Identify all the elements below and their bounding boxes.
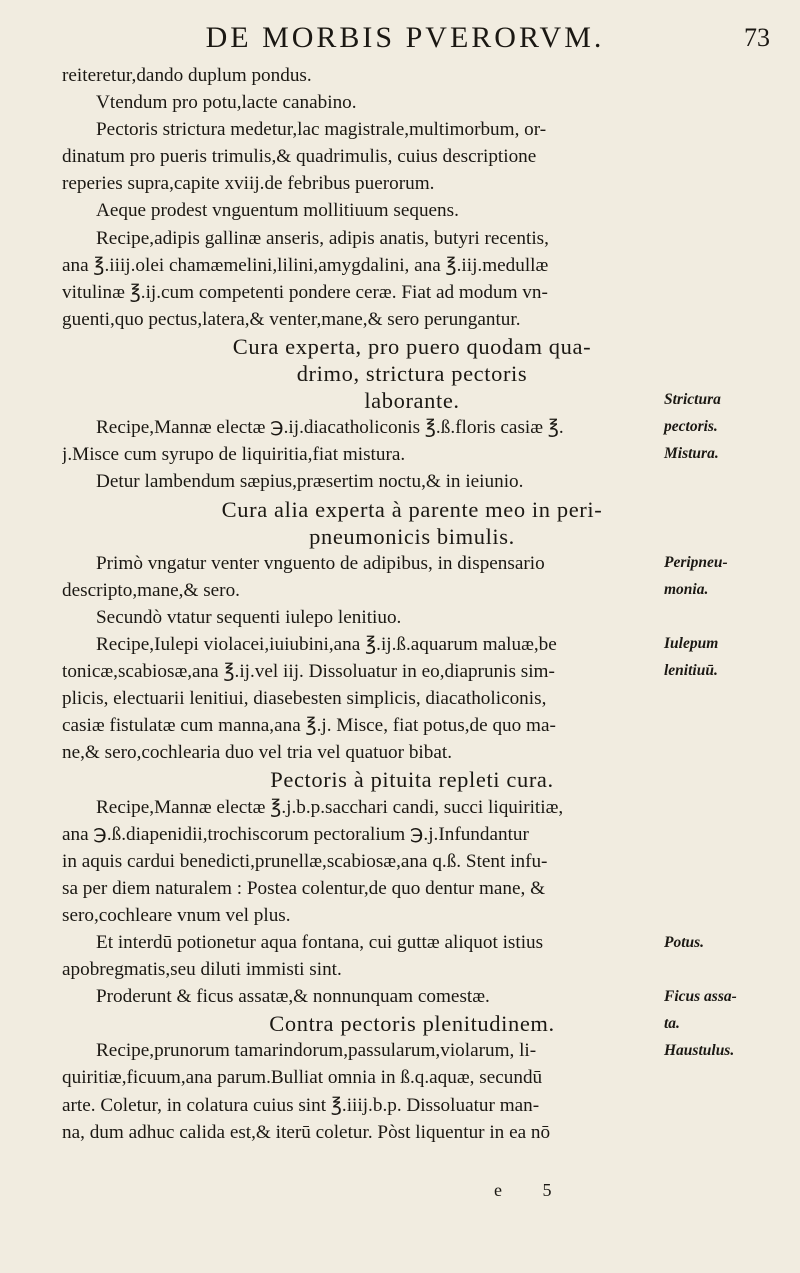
margin-note: monia.	[664, 581, 709, 598]
body-text	[62, 62, 762, 1146]
text-line: Recipe,Mannæ electæ ℥.j.b.p.sacchari candi, succi liquiritiæ,	[96, 796, 564, 818]
running-head	[80, 18, 770, 58]
text-line: Primò vngatur venter vnguento de adipibus, in dispensario	[96, 552, 545, 574]
text-line: tonicæ,scabiosæ,ana ℥.ij.vel iij. Dissoluatur in eo,diaprunis sim-	[62, 661, 555, 683]
margin-note: Haustulus.	[664, 1042, 735, 1059]
section-heading: Cura experta, pro puero quodam qua-	[232, 333, 592, 359]
section-heading: Pectoris à pituita repleti cura.	[270, 767, 554, 793]
text-line: dinatum pro pueris trimulis,& quadrimulis, cuius descriptione	[62, 146, 537, 168]
running-title: DE MORBIS PVERORVM.	[205, 21, 605, 54]
text-line: Vtendum pro potu,lacte canabino.	[96, 92, 357, 114]
section-heading: drimo, strictura pectoris	[296, 361, 528, 387]
text-line: reiteretur,dando duplum pondus.	[62, 65, 312, 86]
section-heading: laborante.	[364, 388, 460, 414]
text-line: Recipe,Iulepi violacei,iuiubini,ana ℥.ij.ß.aquarum maluæ,be	[96, 633, 557, 655]
text-line: Detur lambendum sæpius,præsertim noctu,& in ieiunio.	[96, 471, 524, 493]
text-line: na, dum adhuc calida est,& iterū coletur. Pòst liquentur in ea nō	[62, 1121, 551, 1143]
text-line: Et interdū potionetur aqua fontana, cui guttæ aliquot istius	[96, 932, 544, 953]
page-number: 73	[744, 23, 770, 52]
text-line: apobregmatis,seu diluti immisti sint.	[62, 959, 342, 981]
text-line: Recipe,Mannæ electæ ℈.ij.diacatholiconis ℥.ß.floris casiæ ℥.	[96, 417, 564, 439]
margin-note: Mistura.	[664, 445, 719, 462]
text-line: casiæ fistulatæ cum manna,ana ℥.j. Misce, fiat potus,de quo ma-	[62, 715, 556, 737]
text-line: Secundò vtatur sequenti iulepo lenitiuo.	[96, 606, 402, 628]
text-line: plicis, electuarii lenitiui, diasebesten simplicis, diacatholiconis,	[62, 688, 547, 710]
text-line: sa per diem naturalem : Postea colentur,de quo dentur mane, &	[62, 877, 546, 899]
margin-note: Strictura	[664, 391, 721, 408]
margin-note: Ficus assa-	[664, 988, 737, 1005]
margin-note: Iulepum	[664, 635, 719, 652]
text-line: reperies supra,capite xviij.de febribus puerorum.	[62, 173, 435, 195]
text-line: descripto,mane,& sero.	[62, 579, 240, 601]
margin-note: lenitiuū.	[664, 662, 718, 679]
section-heading: Cura alia experta à parente meo in peri-	[221, 496, 603, 522]
text-line: quiritiæ,ficuum,ana parum.Bulliat omnia in ß.q.aquæ, secundū	[62, 1067, 543, 1089]
signature-mark: e 5	[494, 1180, 570, 1200]
text-line: Pectoris strictura medetur,lac magistrale,multimorbum, or-	[96, 119, 547, 141]
text-line: Aeque prodest vnguentum mollitiuum sequens.	[96, 200, 459, 222]
text-line: ana ℈.ß.diapenidii,trochiscorum pectoralium ℈.j.Infundantur	[62, 823, 529, 845]
margin-note: Peripneu-	[664, 554, 728, 571]
margin-note: ta.	[664, 1015, 680, 1032]
section-heading: pneumonicis bimulis.	[309, 523, 515, 549]
text-line: j.Misce cum syrupo de liquiritia,fiat mistura.	[62, 444, 406, 466]
section-heading: Contra pectoris plenitudinem.	[269, 1011, 555, 1037]
margin-note: pectoris.	[664, 418, 718, 435]
text-line: guenti,quo pectus,latera,& venter,mane,& sero perungantur.	[62, 308, 521, 330]
text-line: sero,cochleare vnum vel plus.	[62, 904, 291, 926]
text-line: Recipe,adipis gallinæ anseris, adipis anatis, butyri recentis,	[96, 227, 549, 249]
text-line: ne,& sero,cochlearia duo vel tria vel quatuor bibat.	[62, 742, 452, 764]
margin-note: Potus.	[664, 934, 705, 951]
text-line: Proderunt & ficus assatæ,& nonnunquam comestæ.	[96, 986, 490, 1008]
text-line: arte. Coletur, in colatura cuius sint ℥.iiij.b.p. Dissoluatur man-	[62, 1094, 540, 1116]
text-line: ana ℥.iiij.olei chamæmelini,lilini,amygdalini, ana ℥.iij.medullæ	[62, 254, 549, 276]
text-line: Recipe,prunorum tamarindorum,passularum,violarum, li-	[96, 1040, 537, 1062]
text-line: in aquis cardui benedicti,prunellæ,scabiosæ,ana q.ß. Stent infu-	[62, 850, 548, 872]
text-line: vitulinæ ℥.ij.cum competenti pondere ceræ. Fiat ad modum vn-	[62, 281, 548, 303]
